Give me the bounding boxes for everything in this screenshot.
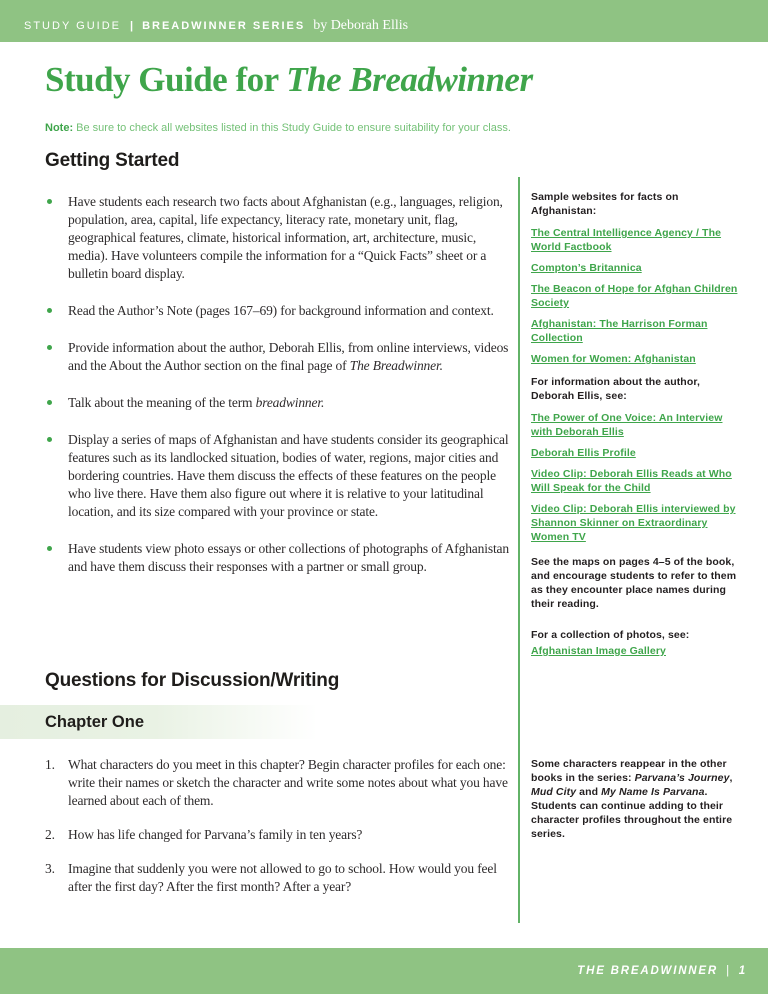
page-title-prefix: Study Guide for [45,60,287,99]
list-item [45,540,515,576]
list-item [45,302,515,320]
link-deborah-ellis-profile[interactable]: Deborah Ellis Profile [531,447,636,459]
suitability-note [45,122,511,134]
banner-kicker: STUDY GUIDE [24,20,121,32]
note-segment-italic: Parvana’s Journey [634,772,730,784]
bullet-text: Provide information about the author, Deborah Ellis, from online interviews, videos and the About the Author section on the final page of [68,340,509,373]
question-text: What characters do you meet in this chapter? Begin character profiles for each one: write their names or sketch the character and write some notes about what you have learned about each of them. [68,757,508,808]
footer-page-number: 1 [738,965,747,977]
sidebar-group-characters [531,757,745,849]
questions-list [45,756,515,896]
note-text: Be sure to check all websites listed in this Study Guide to ensure suitability for your class. [73,122,511,134]
banner-byline: by Deborah Ellis [313,18,409,33]
note-segment: and [576,786,602,798]
link-comptons-britannica[interactable]: Compton’s Britannica [531,262,642,274]
list-item [45,339,515,375]
bullet-text: Display a series of maps of Afghanistan and have students consider its geographical features such as its landlocked situation, bodies of water, regions, major cities and bordering countries. Have them discuss the effects of these features on the people who live there. Have them also figure out where it is relative to your latitudinal location, and its size compared with your province or state. [68,432,509,519]
questions-heading: Questions for Discussion/Writing [45,670,340,691]
question-text: How has life changed for Parvana’s family in ten years? [68,827,363,842]
link-video-clip-reads[interactable]: Video Clip: Deborah Ellis Reads at Who Will Speak for the Child [531,468,732,494]
question-number: 3. [45,861,55,876]
bullet-text: Have students each research two facts about Afghanistan (e.g., languages, religion, population, area, capital, life expectancy, literacy rate, monetary unit, flag, geographical features, climate, historical information, art, architecture, music, media). Have volunteers compile the information for a “Quick Facts” sheet or a bulletin board display. [68,194,503,281]
list-item [45,394,515,412]
question-item [45,860,515,896]
bullet-icon [47,400,52,405]
banner-series-title: BREADWINNER SERIES [142,20,306,32]
getting-started-heading: Getting Started [45,150,180,171]
questions-section [45,670,515,912]
bullet-text: Talk about the meaning of the term [68,395,256,410]
bullet-text: Have students view photo essays or other collections of photographs of Afghanistan and have them discuss their responses with a partner or small group. [68,541,509,574]
bullet-text-italic: breadwinner. [255,395,325,410]
sidebar-group-author [531,375,745,551]
note-segment: Some characters reappear in the other books in the series: [531,758,727,784]
chapter-one-subheading [0,705,345,739]
note-segment: , [729,772,733,784]
sidebar-maps-note: See the maps on pages 4–5 of the book, and encourage students to refer to them as they encounter place names during their reading. [531,556,737,610]
list-item [45,193,515,283]
sidebar-heading-photos: For a collection of photos, see: [531,629,690,641]
sidebar-heading-author: For information about the author, Deborah Ellis, see: [531,376,700,402]
sidebar-group-facts [531,190,745,373]
link-afghanistan-image-gallery[interactable]: Afghanistan Image Gallery [531,645,666,657]
question-number: 2. [45,827,55,842]
footer-book-title: THE BREADWINNER [577,965,718,977]
sidebar-group-photos [531,628,745,665]
getting-started-list [45,193,515,576]
bullet-text-italic: The Breadwinner. [349,358,443,373]
sidebar-group-maps [531,555,745,619]
list-item [45,431,515,521]
bullet-icon [47,199,52,204]
link-cia-world-factbook[interactable]: The Central Intelligence Agency / The World Factbook [531,227,722,253]
chapter-one-label: Chapter One [45,712,145,731]
sidebar-heading-facts: Sample websites for facts on Afghanistan: [531,191,679,217]
bullet-text: Read the Author’s Note (pages 167–69) for background information and context. [68,303,494,318]
link-harrison-forman-collection[interactable]: Afghanistan: The Harrison Forman Collection [531,318,708,344]
bullet-icon [47,546,52,551]
link-video-clip-interview[interactable]: Video Clip: Deborah Ellis interviewed by Shannon Skinner on Extraordinary Women TV [531,503,736,543]
note-segment-italic: Mud City [531,786,577,798]
bullet-icon [47,437,52,442]
note-label: Note: [45,122,74,134]
link-power-of-one-voice[interactable]: The Power of One Voice: An Interview with Deborah Ellis [531,412,723,438]
note-segment-italic: My Name Is Parvana [601,786,705,798]
main-column [45,150,515,894]
bullet-icon [47,308,52,313]
top-banner [0,0,768,42]
link-beacon-of-hope[interactable]: The Beacon of Hope for Afghan Children Society [531,283,738,309]
question-item [45,826,515,844]
note-segment: . Students can continue adding to their character profiles throughout the entire series. [531,786,733,840]
page-title [45,60,533,100]
banner-separator: | [129,20,134,32]
sidebar-characters-note [531,757,745,841]
question-number: 1. [45,757,55,772]
footer-bar [0,948,768,994]
footer-separator: | [726,965,731,977]
link-women-for-women[interactable]: Women for Women: Afghanistan [531,353,696,365]
sidebar-divider-rule [518,177,520,923]
question-item [45,756,515,810]
question-text: Imagine that suddenly you were not allowed to go to school. How would you feel after the first day? After the first month? After a year? [68,861,497,894]
page-title-book-name: The Breadwinner [286,60,533,99]
bullet-icon [47,345,52,350]
